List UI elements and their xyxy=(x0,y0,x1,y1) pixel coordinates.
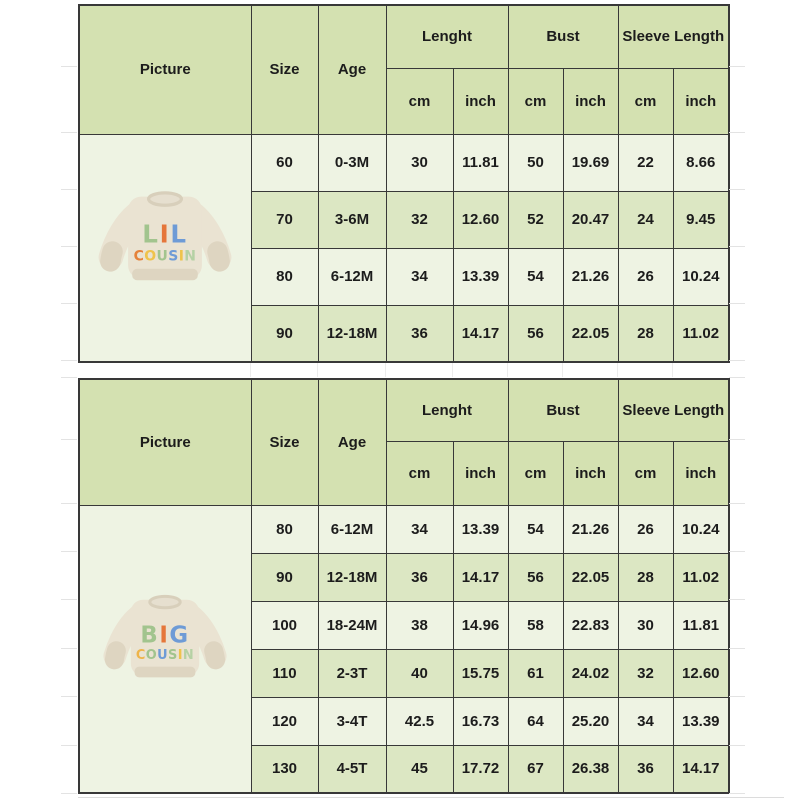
gridline-remnant xyxy=(61,745,77,746)
header-age: Age xyxy=(318,379,386,505)
cell-size: 110 xyxy=(251,649,318,697)
cell-bust-inch: 20.47 xyxy=(563,191,618,248)
gridline-remnant xyxy=(61,246,77,247)
header-sleeve-length: Sleeve Length xyxy=(618,379,729,441)
cell-sleeve-inch: 10.24 xyxy=(673,248,729,305)
gridline-remnant xyxy=(729,648,745,649)
cell-length-inch: 14.17 xyxy=(453,305,508,362)
cell-sleeve-cm: 36 xyxy=(618,745,673,793)
header-bust-inch: inch xyxy=(563,68,618,134)
gridline-remnant xyxy=(61,648,77,649)
cell-size: 60 xyxy=(251,134,318,191)
cell-age: 12-18M xyxy=(318,305,386,362)
sweatshirt-product-photo xyxy=(83,172,247,328)
cell-size: 90 xyxy=(251,305,318,362)
cell-length-inch: 14.96 xyxy=(453,601,508,649)
cell-sleeve-cm: 34 xyxy=(618,697,673,745)
cell-sleeve-cm: 24 xyxy=(618,191,673,248)
cell-sleeve-inch: 13.39 xyxy=(673,697,729,745)
cell-length-inch: 16.73 xyxy=(453,697,508,745)
gridline-remnant xyxy=(729,696,745,697)
header-size: Size xyxy=(251,379,318,505)
cell-length-cm: 38 xyxy=(386,601,453,649)
cell-bust-inch: 21.26 xyxy=(563,505,618,553)
header-sleeve-length: Sleeve Length xyxy=(618,5,729,68)
gridline-remnant xyxy=(729,132,745,133)
cuff-left-icon xyxy=(115,650,117,659)
cell-sleeve-inch: 9.45 xyxy=(673,191,729,248)
gridline-remnant xyxy=(507,363,508,377)
cell-sleeve-cm: 28 xyxy=(618,305,673,362)
cell-bust-cm: 56 xyxy=(508,553,563,601)
cuff-left-icon xyxy=(111,251,113,261)
cell-bust-cm: 50 xyxy=(508,134,563,191)
header-bust-inch: inch xyxy=(563,441,618,505)
gridline-remnant xyxy=(61,696,77,697)
cell-length-inch: 13.39 xyxy=(453,505,508,553)
header-bust: Bust xyxy=(508,379,618,441)
product-picture-cell xyxy=(79,505,251,793)
cell-length-cm: 32 xyxy=(386,191,453,248)
cell-bust-cm: 54 xyxy=(508,248,563,305)
print-line2: COUSIN xyxy=(133,248,197,265)
gridline-remnant xyxy=(250,363,251,377)
cell-sleeve-cm: 26 xyxy=(618,505,673,553)
cell-size: 130 xyxy=(251,745,318,793)
cell-length-cm: 30 xyxy=(386,134,453,191)
cell-sleeve-cm: 22 xyxy=(618,134,673,191)
print-line2: COUSIN xyxy=(136,647,195,663)
cell-age: 2-3T xyxy=(318,649,386,697)
header-bust: Bust xyxy=(508,5,618,68)
cell-length-inch: 11.81 xyxy=(453,134,508,191)
gridline-remnant xyxy=(729,439,745,440)
cell-length-cm: 36 xyxy=(386,305,453,362)
cell-bust-inch: 24.02 xyxy=(563,649,618,697)
cell-sleeve-inch: 14.17 xyxy=(673,745,729,793)
cell-length-inch: 14.17 xyxy=(453,553,508,601)
cell-bust-cm: 61 xyxy=(508,649,563,697)
cell-sleeve-cm: 32 xyxy=(618,649,673,697)
header-picture: Picture xyxy=(79,5,251,134)
header-sleeve-cm: cm xyxy=(618,68,673,134)
table-row xyxy=(79,505,729,553)
gridline-remnant xyxy=(61,132,77,133)
gridline-remnant xyxy=(78,797,784,798)
cell-sleeve-cm: 26 xyxy=(618,248,673,305)
print-line1: BIG xyxy=(140,621,190,648)
header-length-cm: cm xyxy=(386,441,453,505)
cell-size: 70 xyxy=(251,191,318,248)
gridline-remnant xyxy=(729,189,745,190)
cell-bust-inch: 22.83 xyxy=(563,601,618,649)
gridline-remnant xyxy=(562,363,563,377)
cell-bust-cm: 56 xyxy=(508,305,563,362)
header-picture: Picture xyxy=(79,379,251,505)
gridline-remnant xyxy=(61,360,77,361)
gridline-remnant xyxy=(729,503,745,504)
cell-length-cm: 40 xyxy=(386,649,453,697)
gridline-remnant xyxy=(729,793,745,794)
cell-length-inch: 17.72 xyxy=(453,745,508,793)
gridline-remnant xyxy=(385,363,386,377)
cell-bust-inch: 26.38 xyxy=(563,745,618,793)
shirt-collar xyxy=(150,596,180,607)
cell-sleeve-inch: 8.66 xyxy=(673,134,729,191)
cell-age: 3-6M xyxy=(318,191,386,248)
cuff-right-icon xyxy=(218,251,220,261)
cuff-right-icon xyxy=(214,650,216,659)
cell-bust-inch: 22.05 xyxy=(563,305,618,362)
gridline-remnant xyxy=(672,363,673,377)
gridline-remnant xyxy=(61,439,77,440)
cell-bust-cm: 67 xyxy=(508,745,563,793)
header-age: Age xyxy=(318,5,386,134)
cell-sleeve-cm: 30 xyxy=(618,601,673,649)
cell-sleeve-inch: 11.02 xyxy=(673,305,729,362)
gridline-remnant xyxy=(61,66,77,67)
gridline-remnant xyxy=(61,599,77,600)
cell-bust-inch: 25.20 xyxy=(563,697,618,745)
cell-sleeve-inch: 11.02 xyxy=(673,553,729,601)
gridline-remnant xyxy=(61,503,77,504)
header-sleeve-inch: inch xyxy=(673,68,729,134)
cell-age: 4-5T xyxy=(318,745,386,793)
header-length-cm: cm xyxy=(386,68,453,134)
cell-sleeve-inch: 12.60 xyxy=(673,649,729,697)
lil-cousin-size-table xyxy=(78,4,730,363)
shirt-hem xyxy=(132,269,198,280)
gridline-remnant xyxy=(729,377,745,378)
gridline-remnant xyxy=(729,360,745,361)
cell-size: 80 xyxy=(251,505,318,553)
gridline-remnant xyxy=(61,303,77,304)
sweatshirt-product-photo xyxy=(89,577,241,721)
table-row xyxy=(79,134,729,191)
product-picture-cell xyxy=(79,134,251,362)
header-length-inch: inch xyxy=(453,441,508,505)
cell-sleeve-inch: 10.24 xyxy=(673,505,729,553)
gridline-remnant xyxy=(317,363,318,377)
cell-bust-cm: 58 xyxy=(508,601,563,649)
print-line1: LIL xyxy=(142,219,188,249)
cell-length-cm: 45 xyxy=(386,745,453,793)
cell-age: 6-12M xyxy=(318,248,386,305)
gridline-remnant xyxy=(61,189,77,190)
cell-size: 100 xyxy=(251,601,318,649)
cell-bust-inch: 19.69 xyxy=(563,134,618,191)
gridline-remnant xyxy=(61,793,77,794)
header-length: Lenght xyxy=(386,379,508,441)
cell-size: 80 xyxy=(251,248,318,305)
header-length-inch: inch xyxy=(453,68,508,134)
gridline-remnant xyxy=(61,551,77,552)
cell-length-inch: 13.39 xyxy=(453,248,508,305)
cell-bust-cm: 64 xyxy=(508,697,563,745)
gridline-remnant xyxy=(617,363,618,377)
gridline-remnant xyxy=(729,551,745,552)
header-bust-cm: cm xyxy=(508,441,563,505)
header-size: Size xyxy=(251,5,318,134)
big-cousin-size-table xyxy=(78,378,730,794)
shirt-collar xyxy=(149,193,182,205)
shirt-hem xyxy=(135,666,196,677)
gridline-remnant xyxy=(729,303,745,304)
cell-length-cm: 34 xyxy=(386,505,453,553)
cell-age: 3-4T xyxy=(318,697,386,745)
cell-length-inch: 12.60 xyxy=(453,191,508,248)
cell-size: 90 xyxy=(251,553,318,601)
cell-length-cm: 42.5 xyxy=(386,697,453,745)
cell-age: 6-12M xyxy=(318,505,386,553)
gridline-remnant xyxy=(729,66,745,67)
header-sleeve-cm: cm xyxy=(618,441,673,505)
cell-sleeve-cm: 28 xyxy=(618,553,673,601)
gridline-remnant xyxy=(729,745,745,746)
cell-bust-cm: 54 xyxy=(508,505,563,553)
cell-length-cm: 36 xyxy=(386,553,453,601)
gridline-remnant xyxy=(452,363,453,377)
cell-bust-inch: 22.05 xyxy=(563,553,618,601)
gridline-remnant xyxy=(61,377,77,378)
cell-length-inch: 15.75 xyxy=(453,649,508,697)
gridline-remnant xyxy=(729,599,745,600)
header-length: Lenght xyxy=(386,5,508,68)
cell-age: 0-3M xyxy=(318,134,386,191)
cell-age: 18-24M xyxy=(318,601,386,649)
gridline-remnant xyxy=(729,246,745,247)
cell-bust-inch: 21.26 xyxy=(563,248,618,305)
cell-sleeve-inch: 11.81 xyxy=(673,601,729,649)
cell-length-cm: 34 xyxy=(386,248,453,305)
header-sleeve-inch: inch xyxy=(673,441,729,505)
cell-size: 120 xyxy=(251,697,318,745)
cell-age: 12-18M xyxy=(318,553,386,601)
header-bust-cm: cm xyxy=(508,68,563,134)
cell-bust-cm: 52 xyxy=(508,191,563,248)
